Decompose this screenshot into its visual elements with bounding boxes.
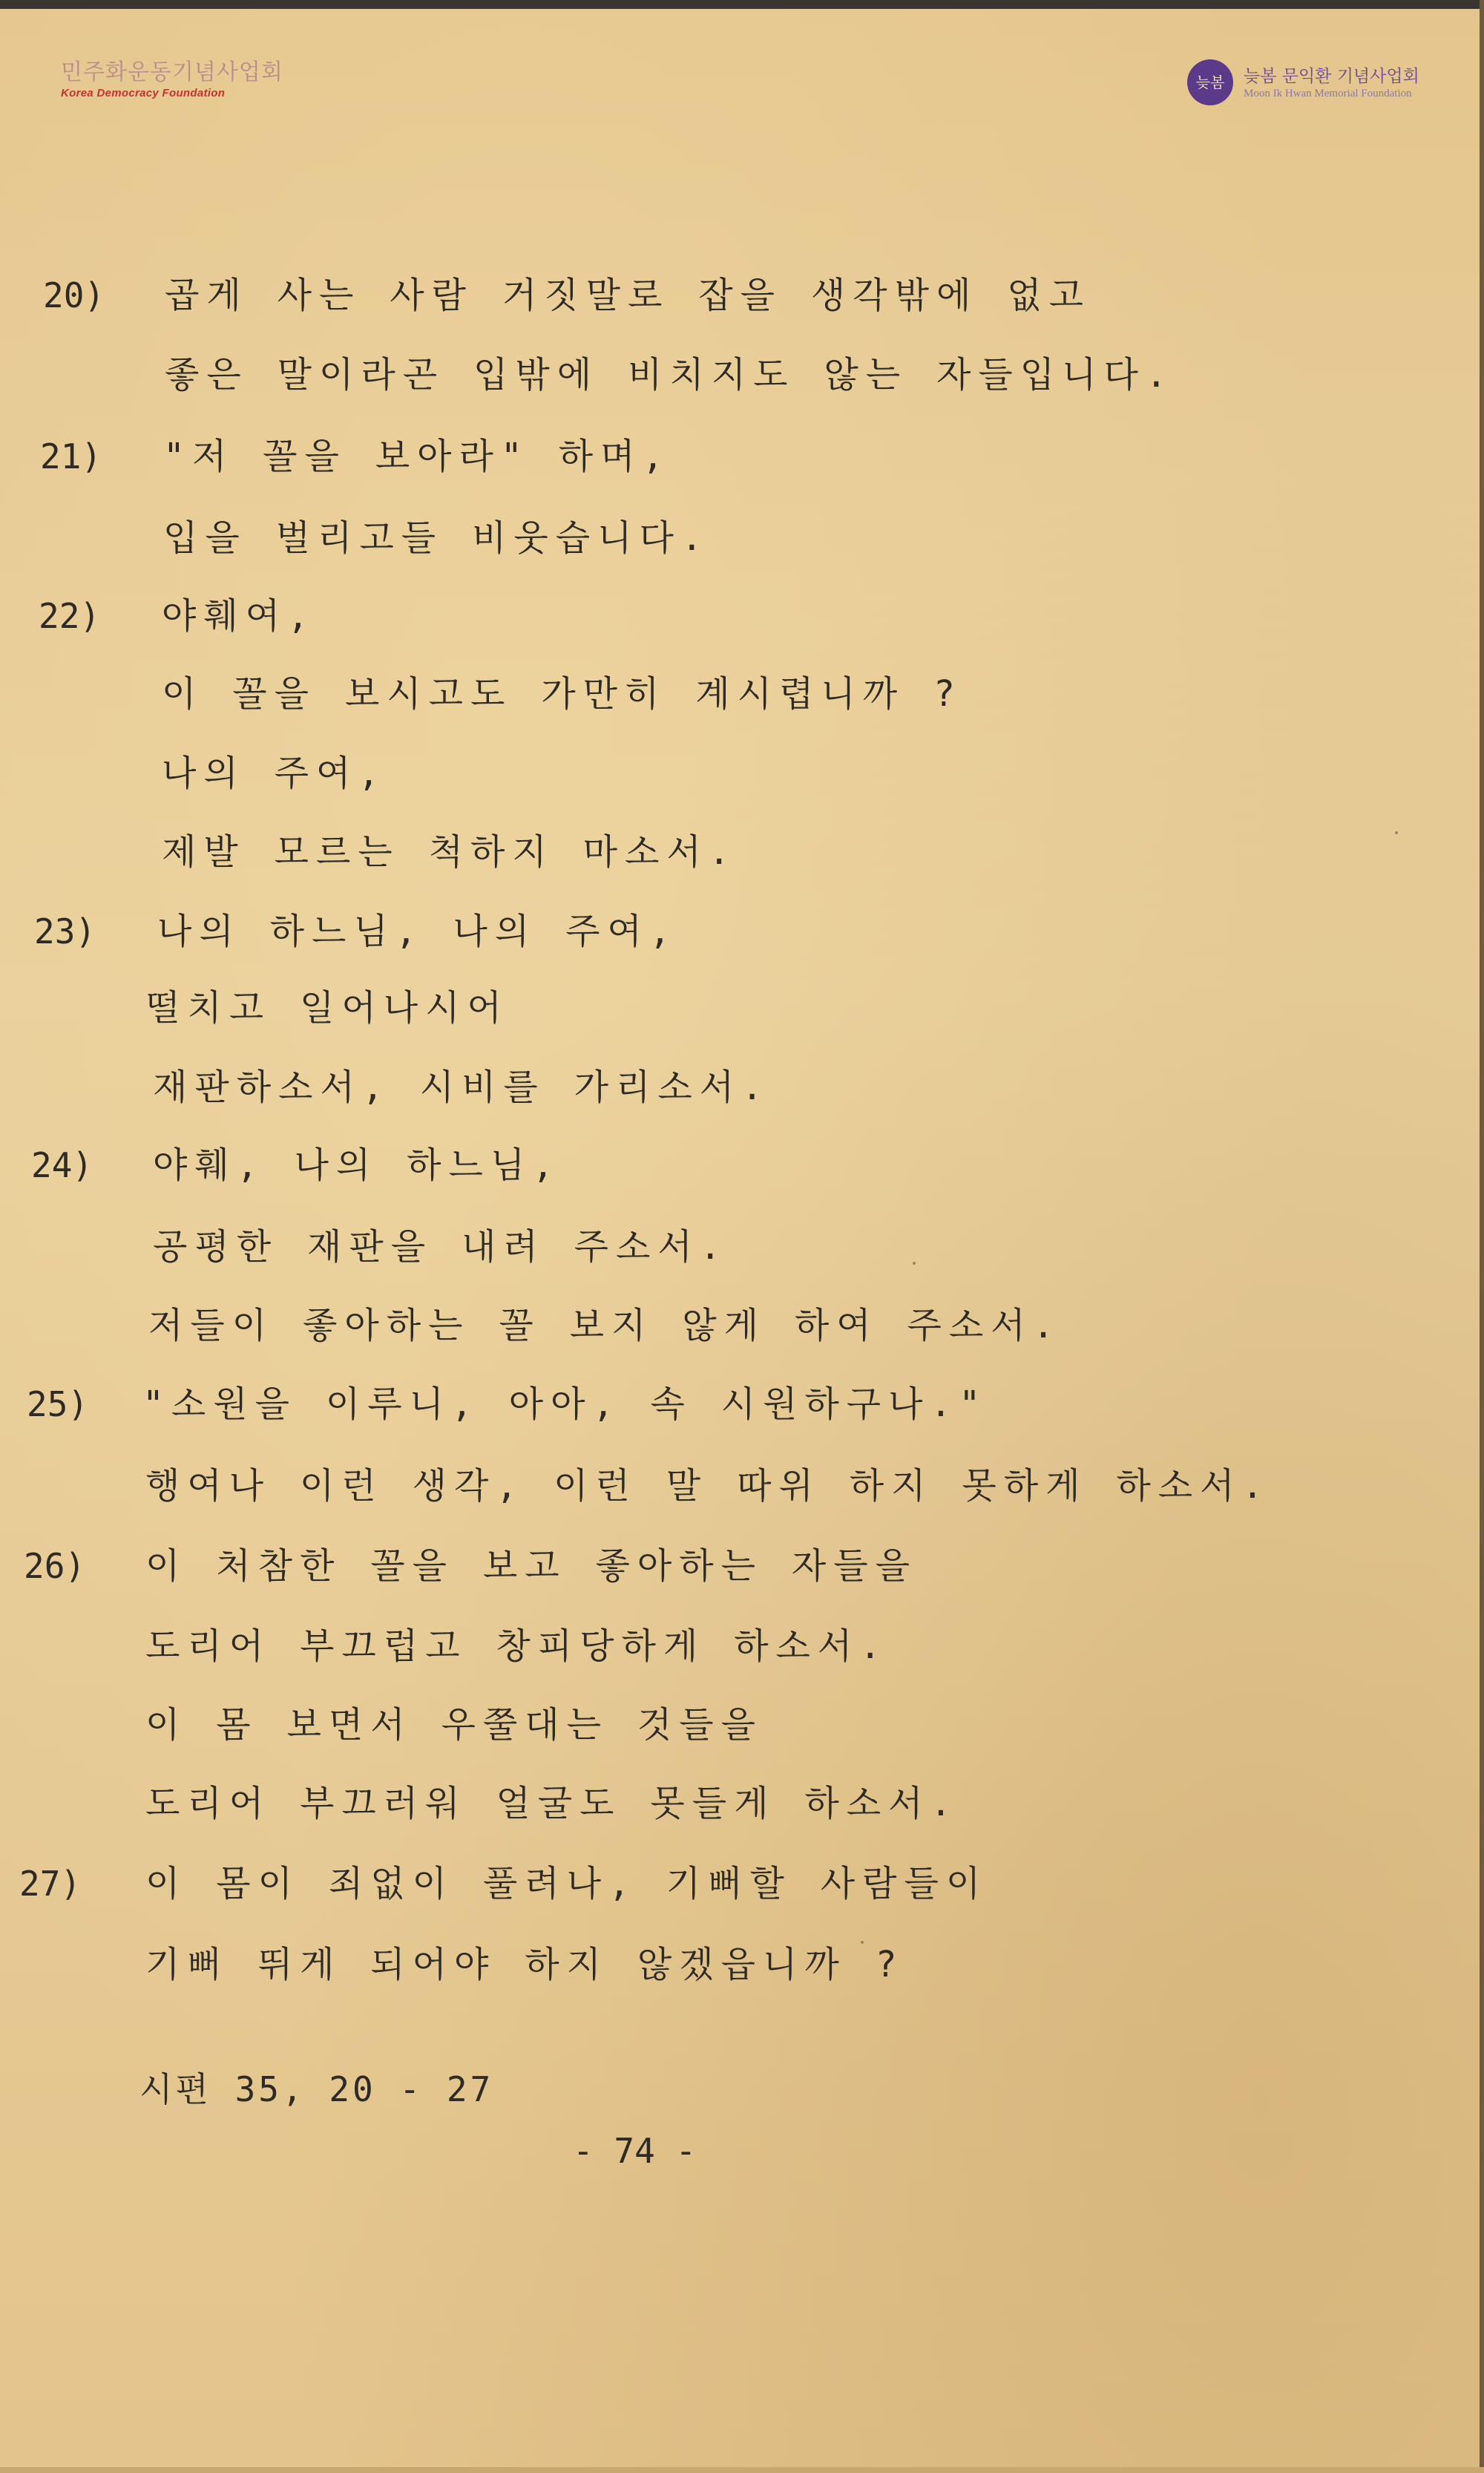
verse-line: 기뻐 뛰게 되어야 하지 않겠읍니까 ? [145,1944,904,1985]
verse-line: 제발 모르는 척하지 마소서. [162,831,738,873]
verse-line: 떨치고 일어나시어 [145,987,509,1029]
right-logo-korean: 늦봄 문익환 기념사업회 [1244,67,1419,86]
verse-line: "저 꼴을 보아라" 하며, [163,436,672,477]
left-logo-english: Korea Democracy Foundation [61,87,226,99]
scan-speck [1395,831,1398,834]
scan-speck [913,1262,916,1265]
verse-number: 24) [31,1145,93,1185]
verse-line: 야훼, 나의 하느님, [153,1144,562,1186]
moon-ik-hwan-foundation-logo [1187,58,1432,110]
verse-line: 곱게 사는 사람 거짓말로 잡을 생각밖에 없고 [165,275,1091,316]
verse-line: 저들이 좋아하는 꼴 보지 않게 하여 주소서. [148,1305,1062,1346]
verse-line: 재판하소서, 시비를 가리소서. [153,1067,771,1108]
verse-line: 야훼여, [162,595,317,637]
scan-bottom-edge [0,2467,1484,2473]
verse-number: 22) [39,596,101,636]
scan-right-edge [1480,0,1484,2473]
scan-speck [861,1941,864,1944]
verse-line: 도리어 부끄럽고 창피당하게 하소서. [145,1625,889,1667]
korea-democracy-foundation-logo [61,59,283,101]
neutbom-emblem-icon: 늦봄 [1187,59,1233,105]
verse-number: 27) [19,1864,82,1904]
verse-line: 이 몸 보면서 우쭐대는 것들을 [145,1704,764,1746]
page-number: - 74 - [573,2131,697,2171]
scripture-citation: 시편 35, 20 - 27 [139,2069,494,2109]
left-logo-korean: 민주화운동기념사업회 [61,59,283,85]
verse-line: 공평한 재판을 내려 주소서. [153,1226,729,1268]
scan-top-edge [0,0,1484,9]
right-logo-english: Moon Ik Hwan Memorial Foundation [1244,88,1412,99]
verse-number: 26) [24,1546,86,1586]
verse-line: 나의 주여, [162,753,387,794]
verse-number: 23) [34,911,96,951]
verse-line: 입을 벌리고들 비웃습니다. [163,517,710,559]
verse-line: 나의 하느님, 나의 주여, [157,911,678,952]
verse-number: 21) [40,436,102,476]
verse-line: 좋은 말이라곤 입밖에 비치지도 않는 자들입니다. [165,354,1175,396]
verse-line: 행여나 이런 생각, 이런 말 따위 하지 못하게 하소서. [145,1465,1271,1507]
verse-line: 도리어 부끄러워 얼굴도 못들게 하소서. [145,1783,959,1824]
verse-number: 20) [43,275,105,315]
verse-line: 이 처참한 꼴을 보고 좋아하는 자들을 [145,1545,918,1587]
verse-number: 25) [27,1384,89,1424]
verse-line: 이 꼴을 보시고도 가만히 계시렵니까 ? [162,673,962,715]
verse-line: "소원을 이루니, 아아, 속 시원하구나." [142,1383,988,1425]
verse-line: 이 몸이 죄없이 풀려나, 기뻐할 사람들이 [145,1863,988,1904]
